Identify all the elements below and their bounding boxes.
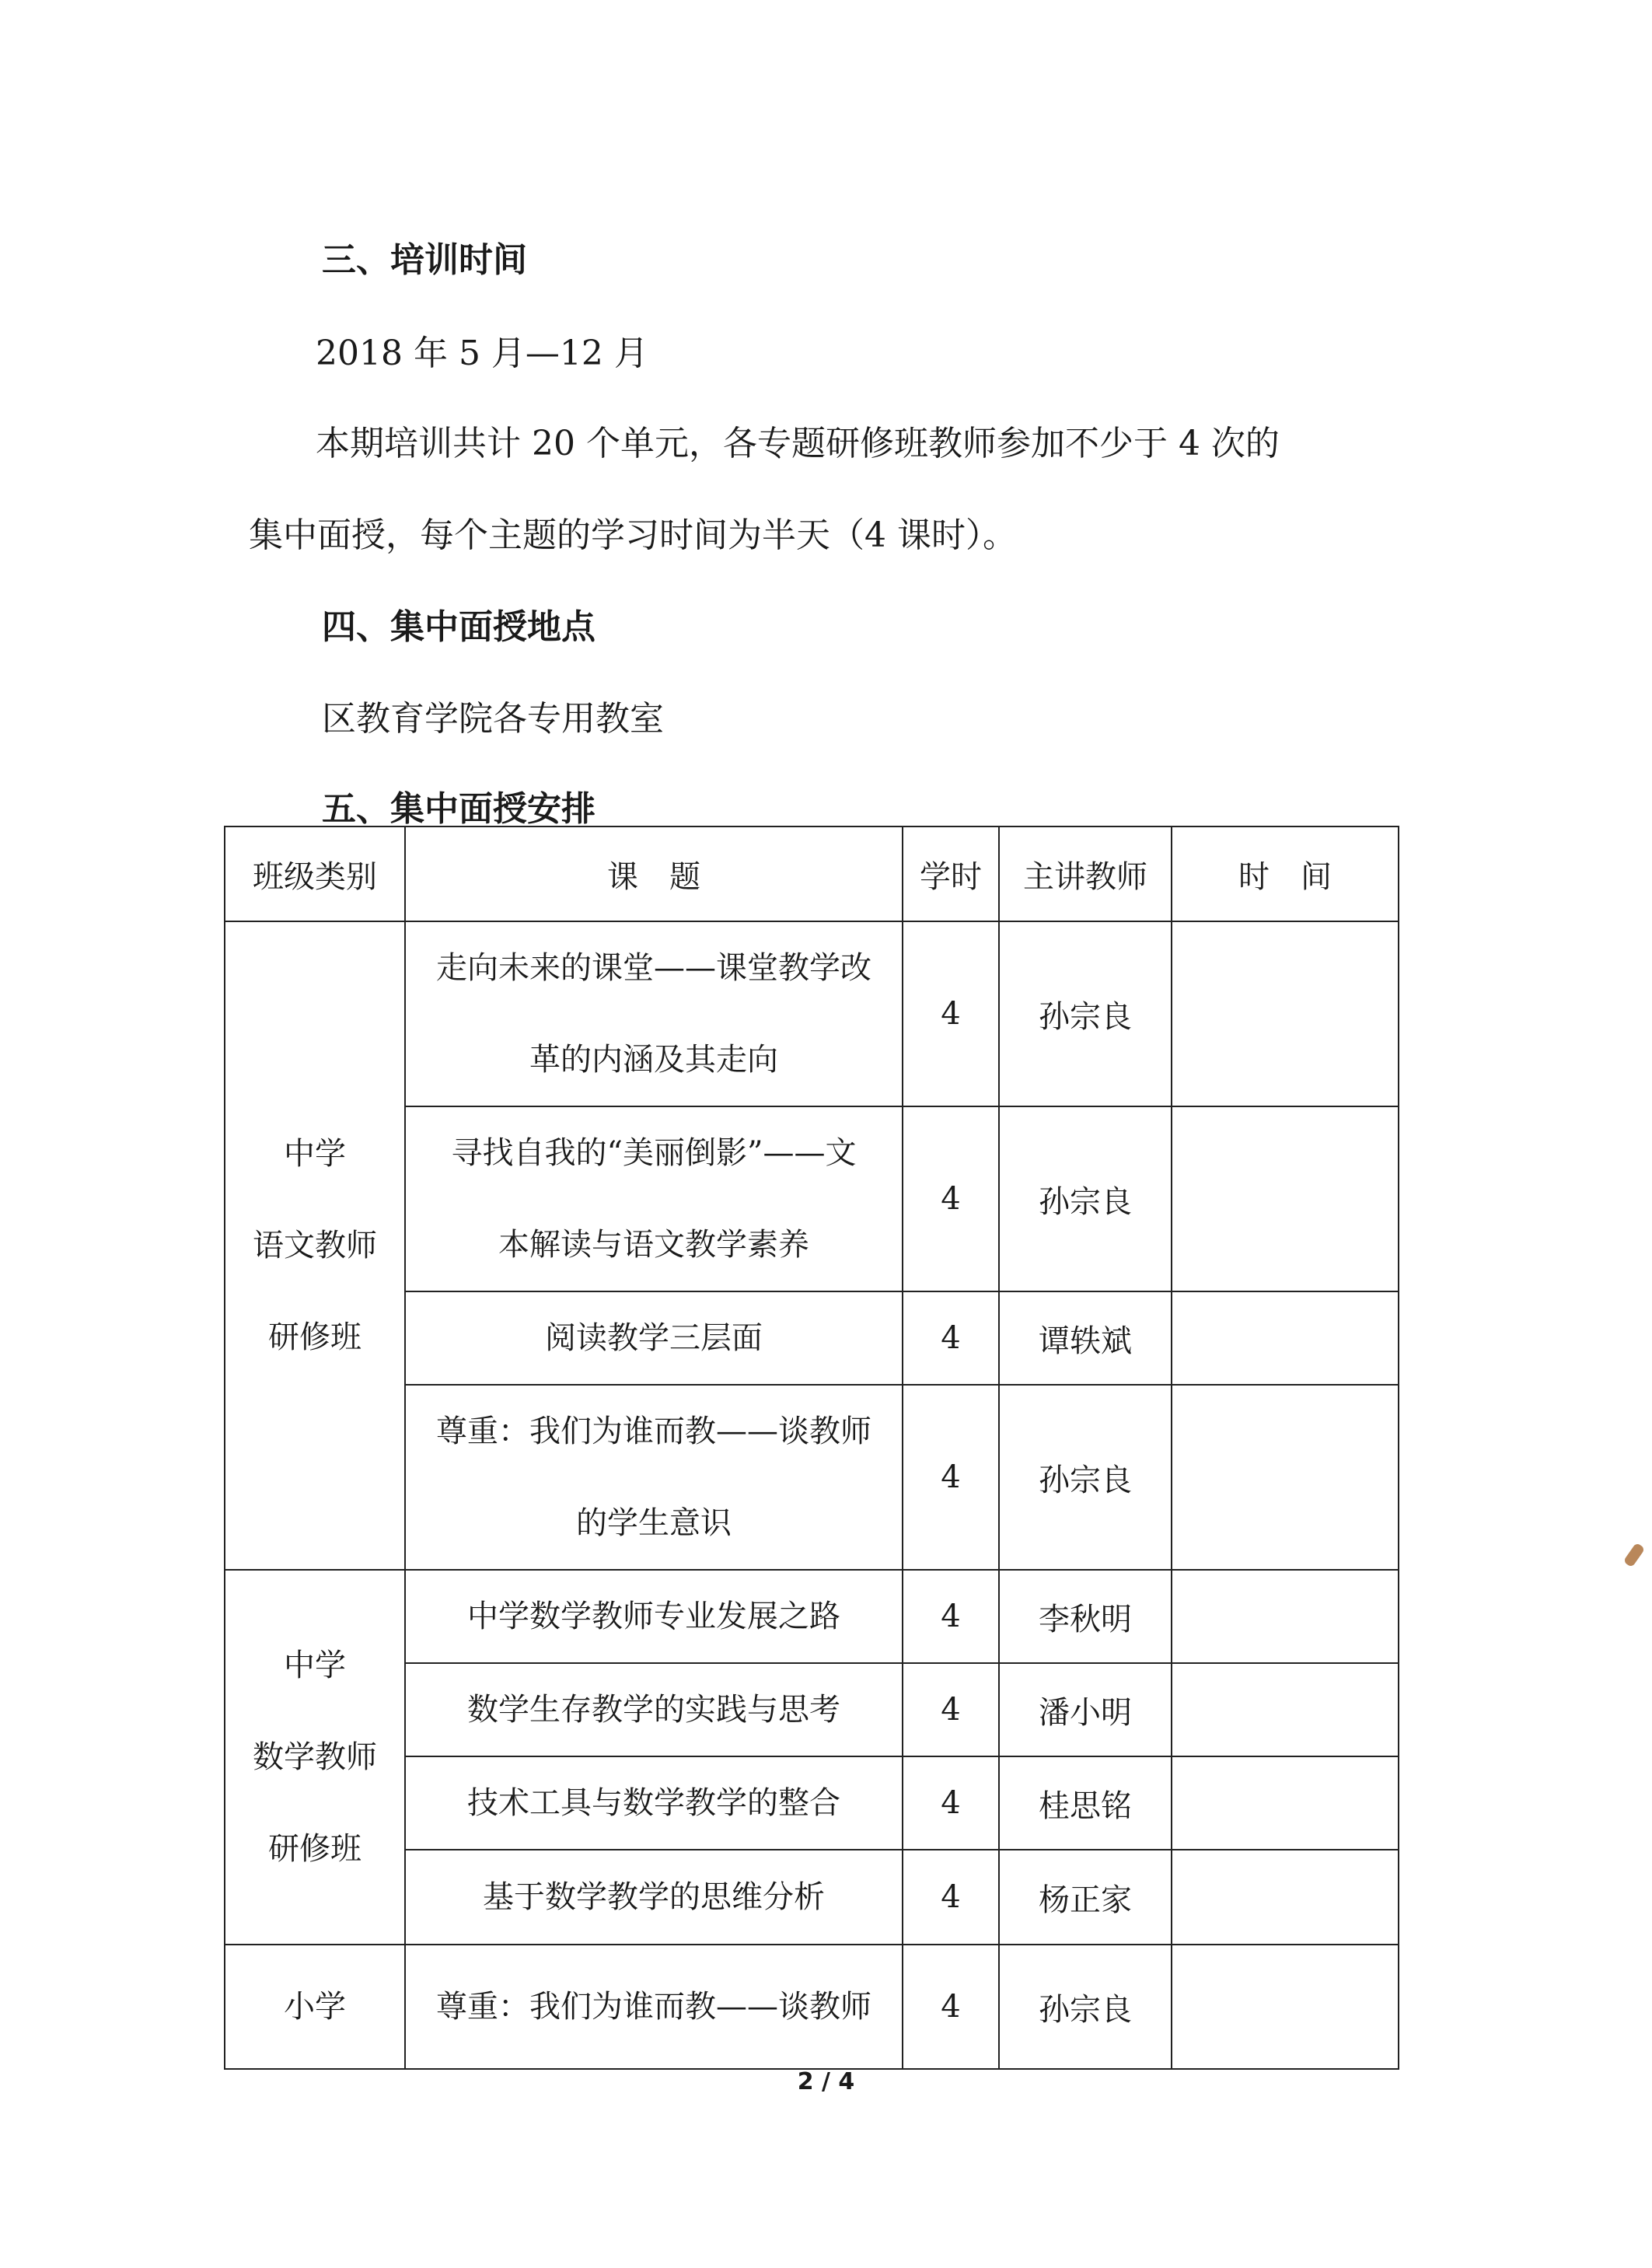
topic-cell: 尊重：我们为谁而教——谈教师 的学生意识 [405,1385,903,1570]
teacher-cell: 孙宗良 [999,1385,1172,1570]
hours-cell: 4 [903,1663,999,1756]
teacher-cell: 孙宗良 [999,921,1172,1106]
topic-cell: 寻找自我的“美丽倒影”——文 本解读与语文教学素养 [405,1106,903,1291]
hours-cell: 4 [903,1106,999,1291]
header-teacher: 主讲教师 [999,826,1172,921]
teacher-cell: 孙宗良 [999,1945,1172,2069]
hours-cell: 4 [903,1945,999,2069]
scan-edge-mark [1623,1543,1646,1568]
teacher-cell: 孙宗良 [999,1106,1172,1291]
section-5-heading: 五、集中面授安排 [322,789,595,829]
table-row [225,1570,1399,1663]
time-cell [1172,1106,1399,1291]
topic-cell: 数学生存教学的实践与思考 [405,1663,903,1756]
time-cell [1172,921,1399,1106]
topic-cell: 阅读教学三层面 [405,1291,903,1385]
teacher-cell: 桂思铭 [999,1756,1172,1850]
teacher-cell: 杨正家 [999,1850,1172,1945]
topic-cell: 中学数学教师专业发展之路 [405,1570,903,1663]
category-cell: 中学 语文教师 研修班 [225,921,405,1570]
teacher-cell: 谭轶斌 [999,1291,1172,1385]
topic-cell: 尊重：我们为谁而教——谈教师 [405,1945,903,2069]
header-hours: 学时 [903,826,999,921]
table-row [225,921,1399,1106]
time-cell [1172,1385,1399,1570]
time-cell [1172,1756,1399,1850]
teacher-cell: 李秋明 [999,1570,1172,1663]
training-paragraph-line-2: 集中面授，每个主题的学习时间为半天（4 课时）。 [249,515,1017,555]
section-3-heading: 三、培训时间 [322,240,527,280]
hours-cell: 4 [903,1850,999,1945]
category-cell: 中学 数学教师 研修班 [225,1570,405,1945]
topic-cell: 技术工具与数学教学的整合 [405,1756,903,1850]
hours-cell: 4 [903,921,999,1106]
time-cell [1172,1945,1399,2069]
schedule-table [224,826,1399,2070]
time-cell [1172,1850,1399,1945]
page-number: 2 / 4 [797,2068,855,2095]
table-row [225,1945,1399,2069]
section-4-heading: 四、集中面授地点 [322,607,595,647]
hours-cell: 4 [903,1385,999,1570]
hours-cell: 4 [903,1570,999,1663]
topic-cell: 走向未来的课堂——课堂教学改 革的内涵及其走向 [405,921,903,1106]
header-time: 时 间 [1172,826,1399,921]
hours-cell: 4 [903,1756,999,1850]
header-topic: 课 题 [405,826,903,921]
training-paragraph-line-1: 本期培训共计 20 个单元，各专题研修班教师参加不少于 4 次的 [316,424,1280,463]
topic-cell: 基于数学教学的思维分析 [405,1850,903,1945]
header-category: 班级类别 [225,826,405,921]
hours-cell: 4 [903,1291,999,1385]
training-date: 2018 年 5 月—12 月 [316,334,648,373]
venue-text: 区教育学院各专用教室 [322,699,664,739]
category-cell: 小学 [225,1945,405,2069]
table-header-row [225,826,1399,921]
time-cell [1172,1291,1399,1385]
time-cell [1172,1663,1399,1756]
teacher-cell: 潘小明 [999,1663,1172,1756]
time-cell [1172,1570,1399,1663]
